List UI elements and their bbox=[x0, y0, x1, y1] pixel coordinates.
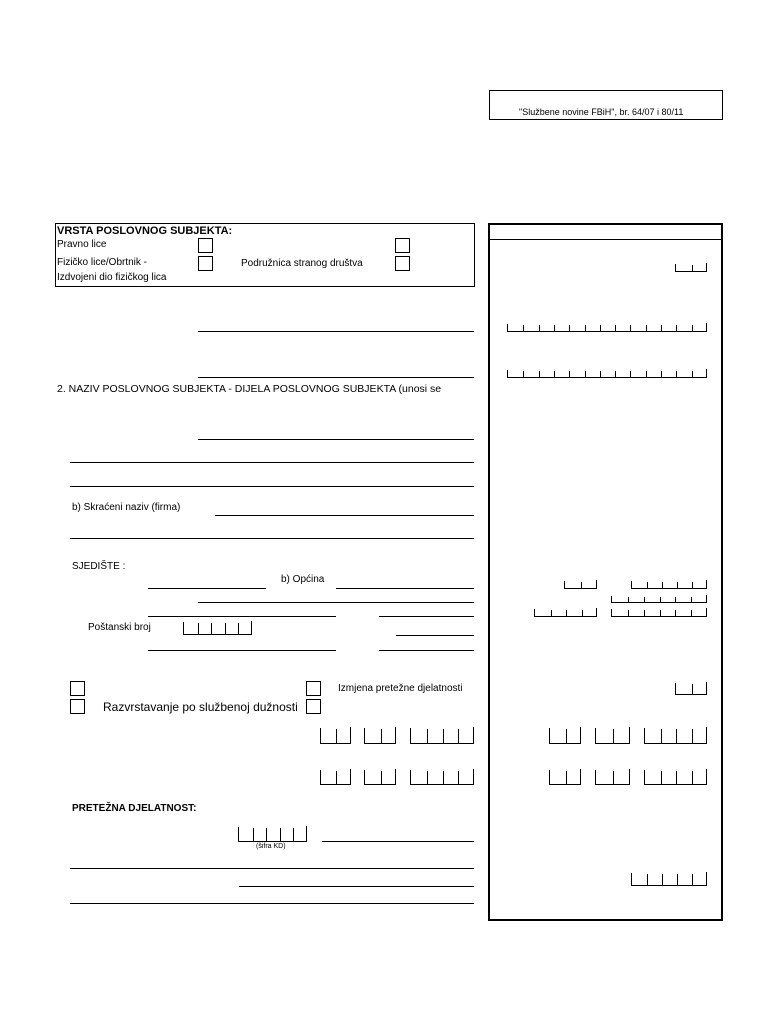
activity-checkbox-2[interactable] bbox=[306, 681, 321, 696]
postal-code-label: Poštanski broj bbox=[88, 622, 151, 633]
comb-divider bbox=[253, 828, 254, 841]
comb-divider bbox=[675, 610, 676, 616]
activity-code-comb-b3[interactable] bbox=[410, 770, 474, 785]
comb-divider bbox=[551, 610, 552, 616]
comb-divider bbox=[238, 623, 239, 634]
municipality-line[interactable] bbox=[336, 588, 474, 589]
option-branch-label: Podružnica stranog društva bbox=[241, 258, 363, 269]
comb-divider bbox=[443, 729, 444, 743]
comb-divider bbox=[706, 595, 707, 602]
comb-divider bbox=[706, 769, 707, 784]
comb-divider bbox=[677, 582, 678, 588]
option-natural-checkbox[interactable] bbox=[198, 256, 213, 271]
comb-divider bbox=[566, 771, 567, 784]
activity-checkbox-3[interactable] bbox=[70, 699, 85, 714]
comb-divider bbox=[427, 729, 428, 743]
comb-divider bbox=[629, 727, 630, 743]
comb-divider bbox=[381, 729, 382, 743]
comb-divider bbox=[615, 371, 616, 377]
option-legal-label: Pravno lice bbox=[57, 239, 107, 250]
seat-code-comb-3[interactable] bbox=[611, 596, 707, 603]
activity-checkbox-4[interactable] bbox=[306, 699, 321, 714]
seat-title: SJEDIŠTE : bbox=[72, 561, 126, 572]
comb-divider bbox=[676, 729, 677, 743]
seat-code-comb-2[interactable] bbox=[631, 581, 707, 589]
seat-code-comb-5[interactable] bbox=[611, 609, 707, 617]
comb-divider bbox=[443, 771, 444, 784]
activity-code-comb-b2[interactable] bbox=[364, 770, 396, 785]
activity-desc-line[interactable] bbox=[322, 841, 474, 842]
comb-divider bbox=[706, 608, 707, 616]
comb-divider bbox=[692, 582, 693, 588]
comb-divider bbox=[675, 597, 676, 602]
short-name-line-1[interactable] bbox=[215, 515, 474, 516]
option-unnamed-checkbox[interactable] bbox=[395, 238, 410, 253]
comb-divider bbox=[280, 828, 281, 841]
seat-code-comb-4[interactable] bbox=[534, 609, 597, 617]
comb-divider bbox=[395, 769, 396, 784]
activity-line-3[interactable] bbox=[70, 903, 474, 904]
comb-divider bbox=[613, 771, 614, 784]
short-name-line-2[interactable] bbox=[70, 538, 474, 539]
comb-divider bbox=[198, 623, 199, 634]
activity-line-1[interactable] bbox=[70, 868, 474, 869]
id-number-comb-1[interactable] bbox=[507, 324, 707, 332]
option-natural-label-2: Izdvojeni dio fizičkog lica bbox=[57, 272, 167, 283]
municipality-label: b) Općina bbox=[281, 574, 325, 585]
id-number-comb-2[interactable] bbox=[507, 370, 707, 378]
seat-line-g[interactable] bbox=[379, 650, 474, 651]
comb-divider bbox=[644, 597, 645, 602]
activity-change-comb[interactable] bbox=[675, 683, 707, 695]
code-comb-type[interactable] bbox=[675, 264, 707, 272]
comb-divider bbox=[706, 263, 707, 271]
comb-divider bbox=[677, 874, 678, 885]
comb-divider bbox=[569, 371, 570, 377]
comb-divider bbox=[613, 729, 614, 743]
activity-code-comb-a5[interactable] bbox=[595, 728, 630, 744]
comb-divider bbox=[692, 874, 693, 885]
comb-divider bbox=[692, 371, 693, 377]
comb-divider bbox=[306, 826, 307, 841]
full-name-line-1[interactable] bbox=[198, 439, 474, 440]
comb-divider bbox=[596, 580, 597, 588]
activity-code-comb-b5[interactable] bbox=[595, 770, 630, 785]
comb-divider bbox=[582, 610, 583, 616]
comb-divider bbox=[381, 771, 382, 784]
option-natural-label-1: Fizičko lice/Obrtnik - bbox=[57, 257, 148, 268]
comb-divider bbox=[336, 771, 337, 784]
comb-divider bbox=[692, 771, 693, 784]
official-use-header-line bbox=[490, 239, 721, 240]
comb-divider bbox=[662, 582, 663, 588]
comb-divider bbox=[691, 597, 692, 602]
comb-divider bbox=[661, 371, 662, 377]
comb-divider bbox=[660, 597, 661, 602]
comb-divider bbox=[293, 828, 294, 841]
comb-divider bbox=[676, 771, 677, 784]
activity-right-comb[interactable] bbox=[631, 873, 707, 886]
comb-divider bbox=[596, 608, 597, 616]
comb-divider bbox=[554, 371, 555, 377]
comb-divider bbox=[692, 684, 693, 694]
business-type-title: VRSTA POSLOVNOG SUBJEKTA: bbox=[57, 225, 233, 237]
comb-divider bbox=[251, 621, 252, 634]
comb-divider bbox=[660, 610, 661, 616]
comb-divider bbox=[692, 325, 693, 331]
activity-code-caption: (šifra KD) bbox=[256, 843, 286, 850]
comb-divider bbox=[350, 727, 351, 743]
comb-divider bbox=[458, 729, 459, 743]
comb-divider bbox=[661, 771, 662, 784]
activity-code-comb-a4[interactable] bbox=[549, 728, 581, 744]
option-legal-checkbox[interactable] bbox=[198, 238, 213, 253]
comb-divider bbox=[628, 597, 629, 602]
postal-code-comb[interactable] bbox=[183, 622, 252, 635]
activity-code-comb-a1[interactable] bbox=[320, 728, 351, 744]
full-name-line-3[interactable] bbox=[70, 486, 474, 487]
comb-divider bbox=[706, 369, 707, 377]
activity-code-comb-b6[interactable] bbox=[644, 770, 707, 785]
activity-code-comb-a3[interactable] bbox=[410, 728, 474, 744]
comb-divider bbox=[706, 727, 707, 743]
seat-line-a[interactable] bbox=[148, 588, 266, 589]
comb-divider bbox=[600, 371, 601, 377]
comb-divider bbox=[458, 771, 459, 784]
comb-divider bbox=[706, 682, 707, 694]
comb-divider bbox=[661, 729, 662, 743]
seat-line-c[interactable] bbox=[148, 616, 336, 617]
comb-divider bbox=[566, 610, 567, 616]
comb-divider bbox=[600, 325, 601, 331]
comb-divider bbox=[646, 371, 647, 377]
comb-divider bbox=[225, 623, 226, 634]
comb-divider bbox=[580, 727, 581, 743]
comb-divider bbox=[566, 729, 567, 743]
comb-divider bbox=[569, 325, 570, 331]
field-line-1[interactable] bbox=[198, 331, 474, 332]
comb-divider bbox=[523, 325, 524, 331]
activity-checkbox-1[interactable] bbox=[70, 681, 85, 696]
business-name-title: 2. NAZIV POSLOVNOG SUBJEKTA - DIJELA POSLOVNOG SUBJEKTA (unosi se bbox=[57, 383, 442, 395]
comb-divider bbox=[266, 828, 267, 841]
short-name-label: b) Skraćeni naziv (firma) bbox=[72, 502, 181, 513]
comb-divider bbox=[661, 325, 662, 331]
comb-divider bbox=[644, 610, 645, 616]
comb-divider bbox=[706, 872, 707, 885]
comb-divider bbox=[646, 325, 647, 331]
comb-divider bbox=[350, 769, 351, 784]
comb-divider bbox=[581, 582, 582, 588]
activity-code-comb-b4[interactable] bbox=[549, 770, 581, 785]
seat-line-f[interactable] bbox=[148, 650, 336, 651]
activity-code-comb-a6[interactable] bbox=[644, 728, 707, 744]
comb-divider bbox=[630, 371, 631, 377]
activity-code-comb-a2[interactable] bbox=[364, 728, 396, 744]
comb-divider bbox=[692, 729, 693, 743]
gazette-ref-box bbox=[489, 90, 723, 120]
comb-divider bbox=[676, 371, 677, 377]
comb-divider bbox=[473, 727, 474, 743]
comb-divider bbox=[706, 323, 707, 331]
activity-code-kd-comb[interactable] bbox=[238, 827, 307, 842]
comb-divider bbox=[585, 325, 586, 331]
comb-divider bbox=[691, 610, 692, 616]
comb-divider bbox=[539, 325, 540, 331]
seat-code-comb-1[interactable] bbox=[564, 581, 597, 589]
comb-divider bbox=[473, 769, 474, 784]
comb-divider bbox=[647, 874, 648, 885]
comb-divider bbox=[706, 580, 707, 588]
comb-divider bbox=[676, 325, 677, 331]
comb-divider bbox=[211, 623, 212, 634]
field-line-2[interactable] bbox=[198, 377, 474, 378]
comb-divider bbox=[628, 610, 629, 616]
comb-divider bbox=[580, 769, 581, 784]
comb-divider bbox=[585, 371, 586, 377]
comb-divider bbox=[647, 582, 648, 588]
seat-line-b[interactable] bbox=[198, 602, 474, 603]
activity-code-comb-b1[interactable] bbox=[320, 770, 351, 785]
comb-divider bbox=[427, 771, 428, 784]
comb-divider bbox=[630, 325, 631, 331]
seat-line-e[interactable] bbox=[396, 635, 474, 636]
comb-divider bbox=[629, 769, 630, 784]
comb-divider bbox=[692, 265, 693, 271]
option-branch-checkbox[interactable] bbox=[395, 256, 410, 271]
gazette-ref-text: "Službene novine FBiH", br. 64/07 i 80/11 bbox=[519, 107, 684, 117]
comb-divider bbox=[336, 729, 337, 743]
official-classification-label: Razvrstavanje po službenoj dužnosti bbox=[103, 700, 298, 714]
comb-divider bbox=[539, 371, 540, 377]
activity-change-label: Izmjena pretežne djelatnosti bbox=[338, 683, 463, 694]
seat-line-d[interactable] bbox=[379, 616, 474, 617]
full-name-line-2[interactable] bbox=[70, 462, 474, 463]
comb-divider bbox=[395, 727, 396, 743]
comb-divider bbox=[662, 874, 663, 885]
comb-divider bbox=[554, 325, 555, 331]
comb-divider bbox=[615, 325, 616, 331]
activity-line-2[interactable] bbox=[239, 886, 474, 887]
comb-divider bbox=[523, 371, 524, 377]
main-activity-title: PRETEŽNA DJELATNOST: bbox=[72, 803, 197, 814]
